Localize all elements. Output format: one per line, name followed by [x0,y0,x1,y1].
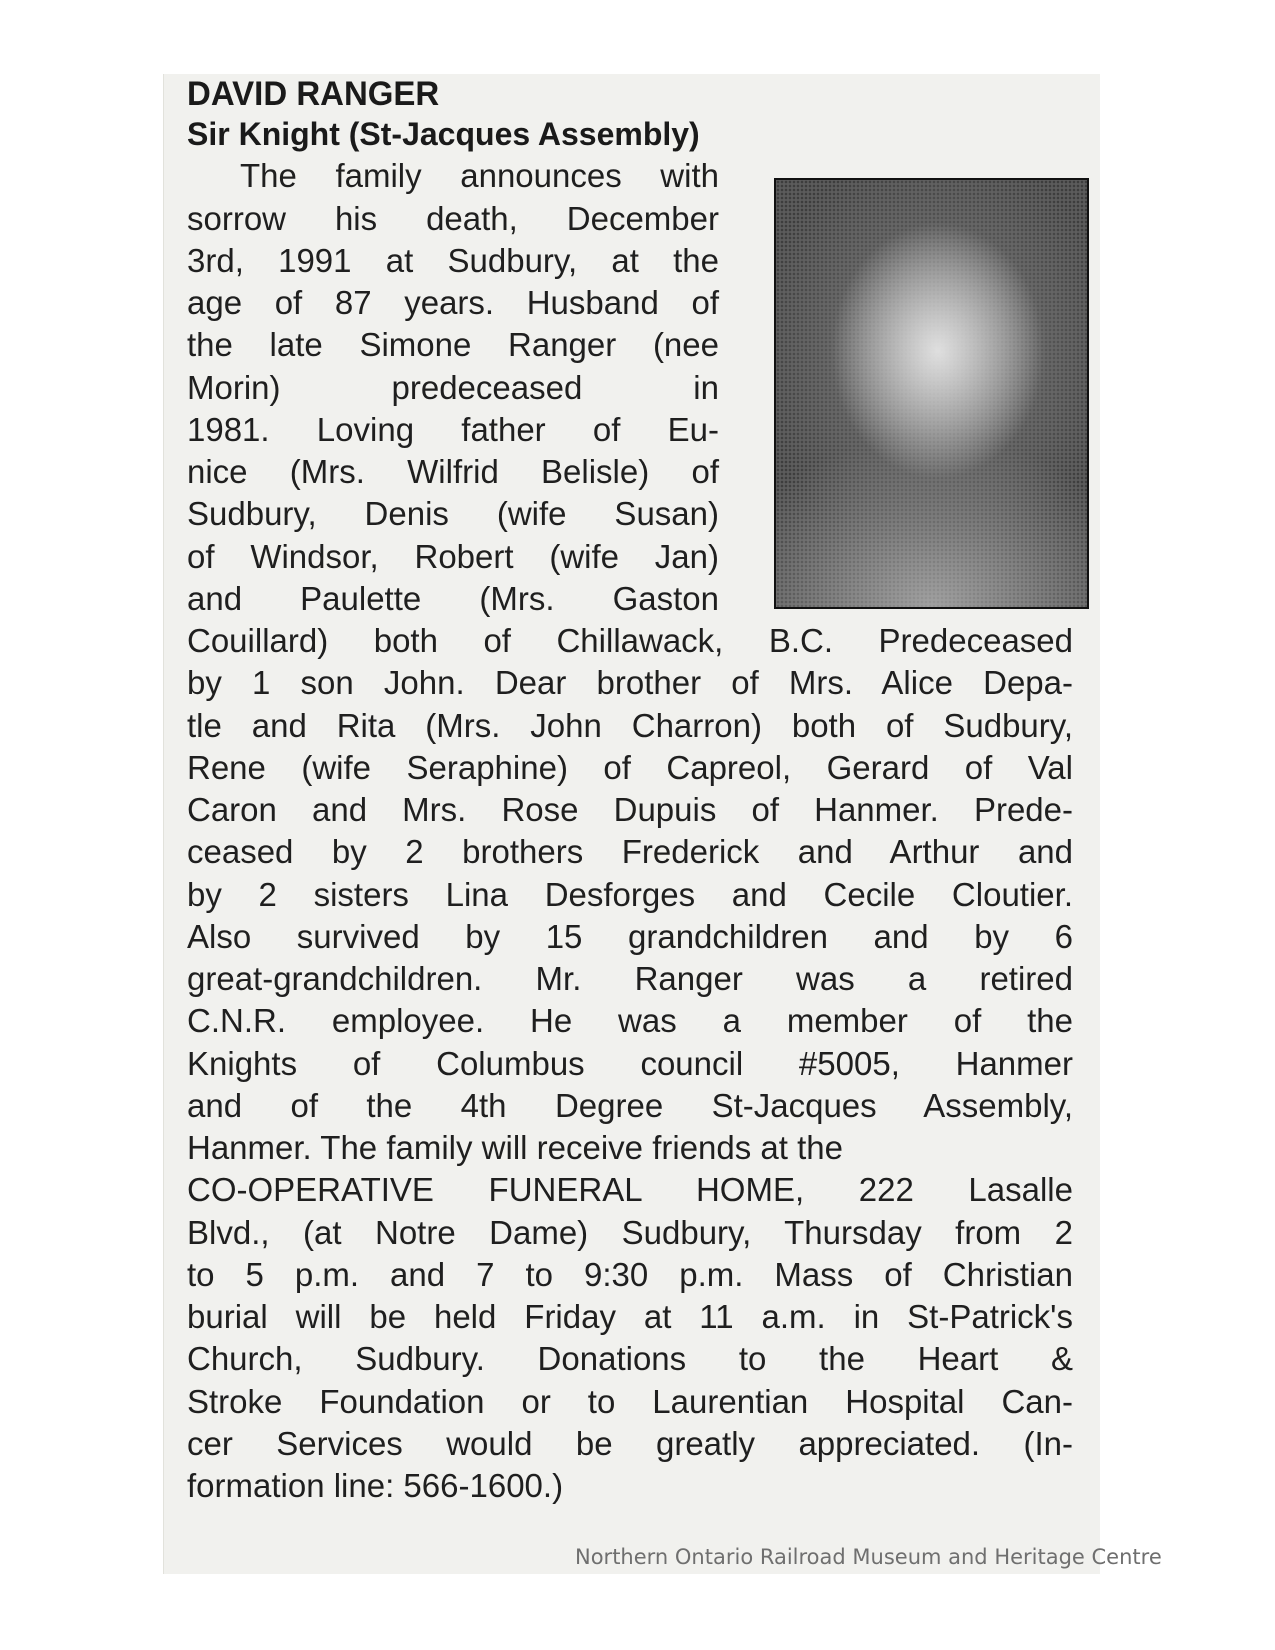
body-line-27: to 5 p.m. and 7 to 9:30 p.m. Mass of Christian [187,1256,1073,1293]
body-line-4: age of 87 years. Husband of [187,284,719,321]
body-line-20: great-grandchildren. Mr. Ranger was a retired [187,960,1073,997]
obituary-clipping [163,74,1100,1574]
body-line-16: Caron and Mrs. Rose Dupuis of Hanmer. Prede- [187,791,1073,828]
body-line-13: by 1 son John. Dear brother of Mrs. Alice Depa- [187,664,1073,701]
body-line-2: sorrow his death, December [187,200,719,237]
body-line-9: Sudbury, Denis (wife Susan) [187,495,719,532]
museum-credit: Northern Ontario Railroad Museum and Heritage Centre [575,1545,1162,1569]
body-line-23: and of the 4th Degree St-Jacques Assembly, [187,1087,1073,1124]
body-line-31: cer Services would be greatly appreciated. (In- [187,1425,1073,1462]
body-line-15: Rene (wife Seraphine) of Capreol, Gerard of Val [187,749,1073,786]
obituary-name: DAVID RANGER [187,75,440,113]
body-line-26: Blvd., (at Notre Dame) Sudbury, Thursday from 2 [187,1214,1073,1251]
body-line-10: of Windsor, Robert (wife Jan) [187,538,719,575]
body-line-12: Couillard) both of Chillawack, B.C. Predeceased [187,622,1073,659]
body-line-25: CO-OPERATIVE FUNERAL HOME, 222 Lasalle [187,1171,1073,1208]
body-line-24: Hanmer. The family will receive friends at the [187,1129,843,1166]
body-line-11: and Paulette (Mrs. Gaston [187,580,719,617]
body-line-18: by 2 sisters Lina Desforges and Cecile Cloutier. [187,876,1073,913]
body-line-14: tle and Rita (Mrs. John Charron) both of Sudbury, [187,707,1073,744]
body-line-21: C.N.R. employee. He was a member of the [187,1002,1073,1039]
body-line-30: Stroke Foundation or to Laurentian Hospital Can- [187,1383,1073,1420]
body-line-19: Also survived by 15 grandchildren and by 6 [187,918,1073,955]
body-line-29: Church, Sudbury. Donations to the Heart & [187,1340,1073,1377]
body-line-3: 3rd, 1991 at Sudbury, at the [187,242,719,279]
body-line-22: Knights of Columbus council #5005, Hanmer [187,1045,1073,1082]
portrait-photo [774,178,1089,609]
body-line-28: burial will be held Friday at 11 a.m. in St-Patrick's [187,1298,1073,1335]
body-line-7: 1981. Loving father of Eu- [187,411,719,448]
body-line-17: ceased by 2 brothers Frederick and Arthur and [187,833,1073,870]
obituary-subtitle: Sir Knight (St-Jacques Assembly) [187,116,700,152]
body-line-8: nice (Mrs. Wilfrid Belisle) of [187,453,719,490]
body-line-32: formation line: 566-1600.) [187,1467,564,1504]
body-line-5: the late Simone Ranger (nee [187,326,719,363]
body-line-6: Morin) predeceased in [187,369,719,406]
body-line-1: The family announces with [240,157,719,194]
